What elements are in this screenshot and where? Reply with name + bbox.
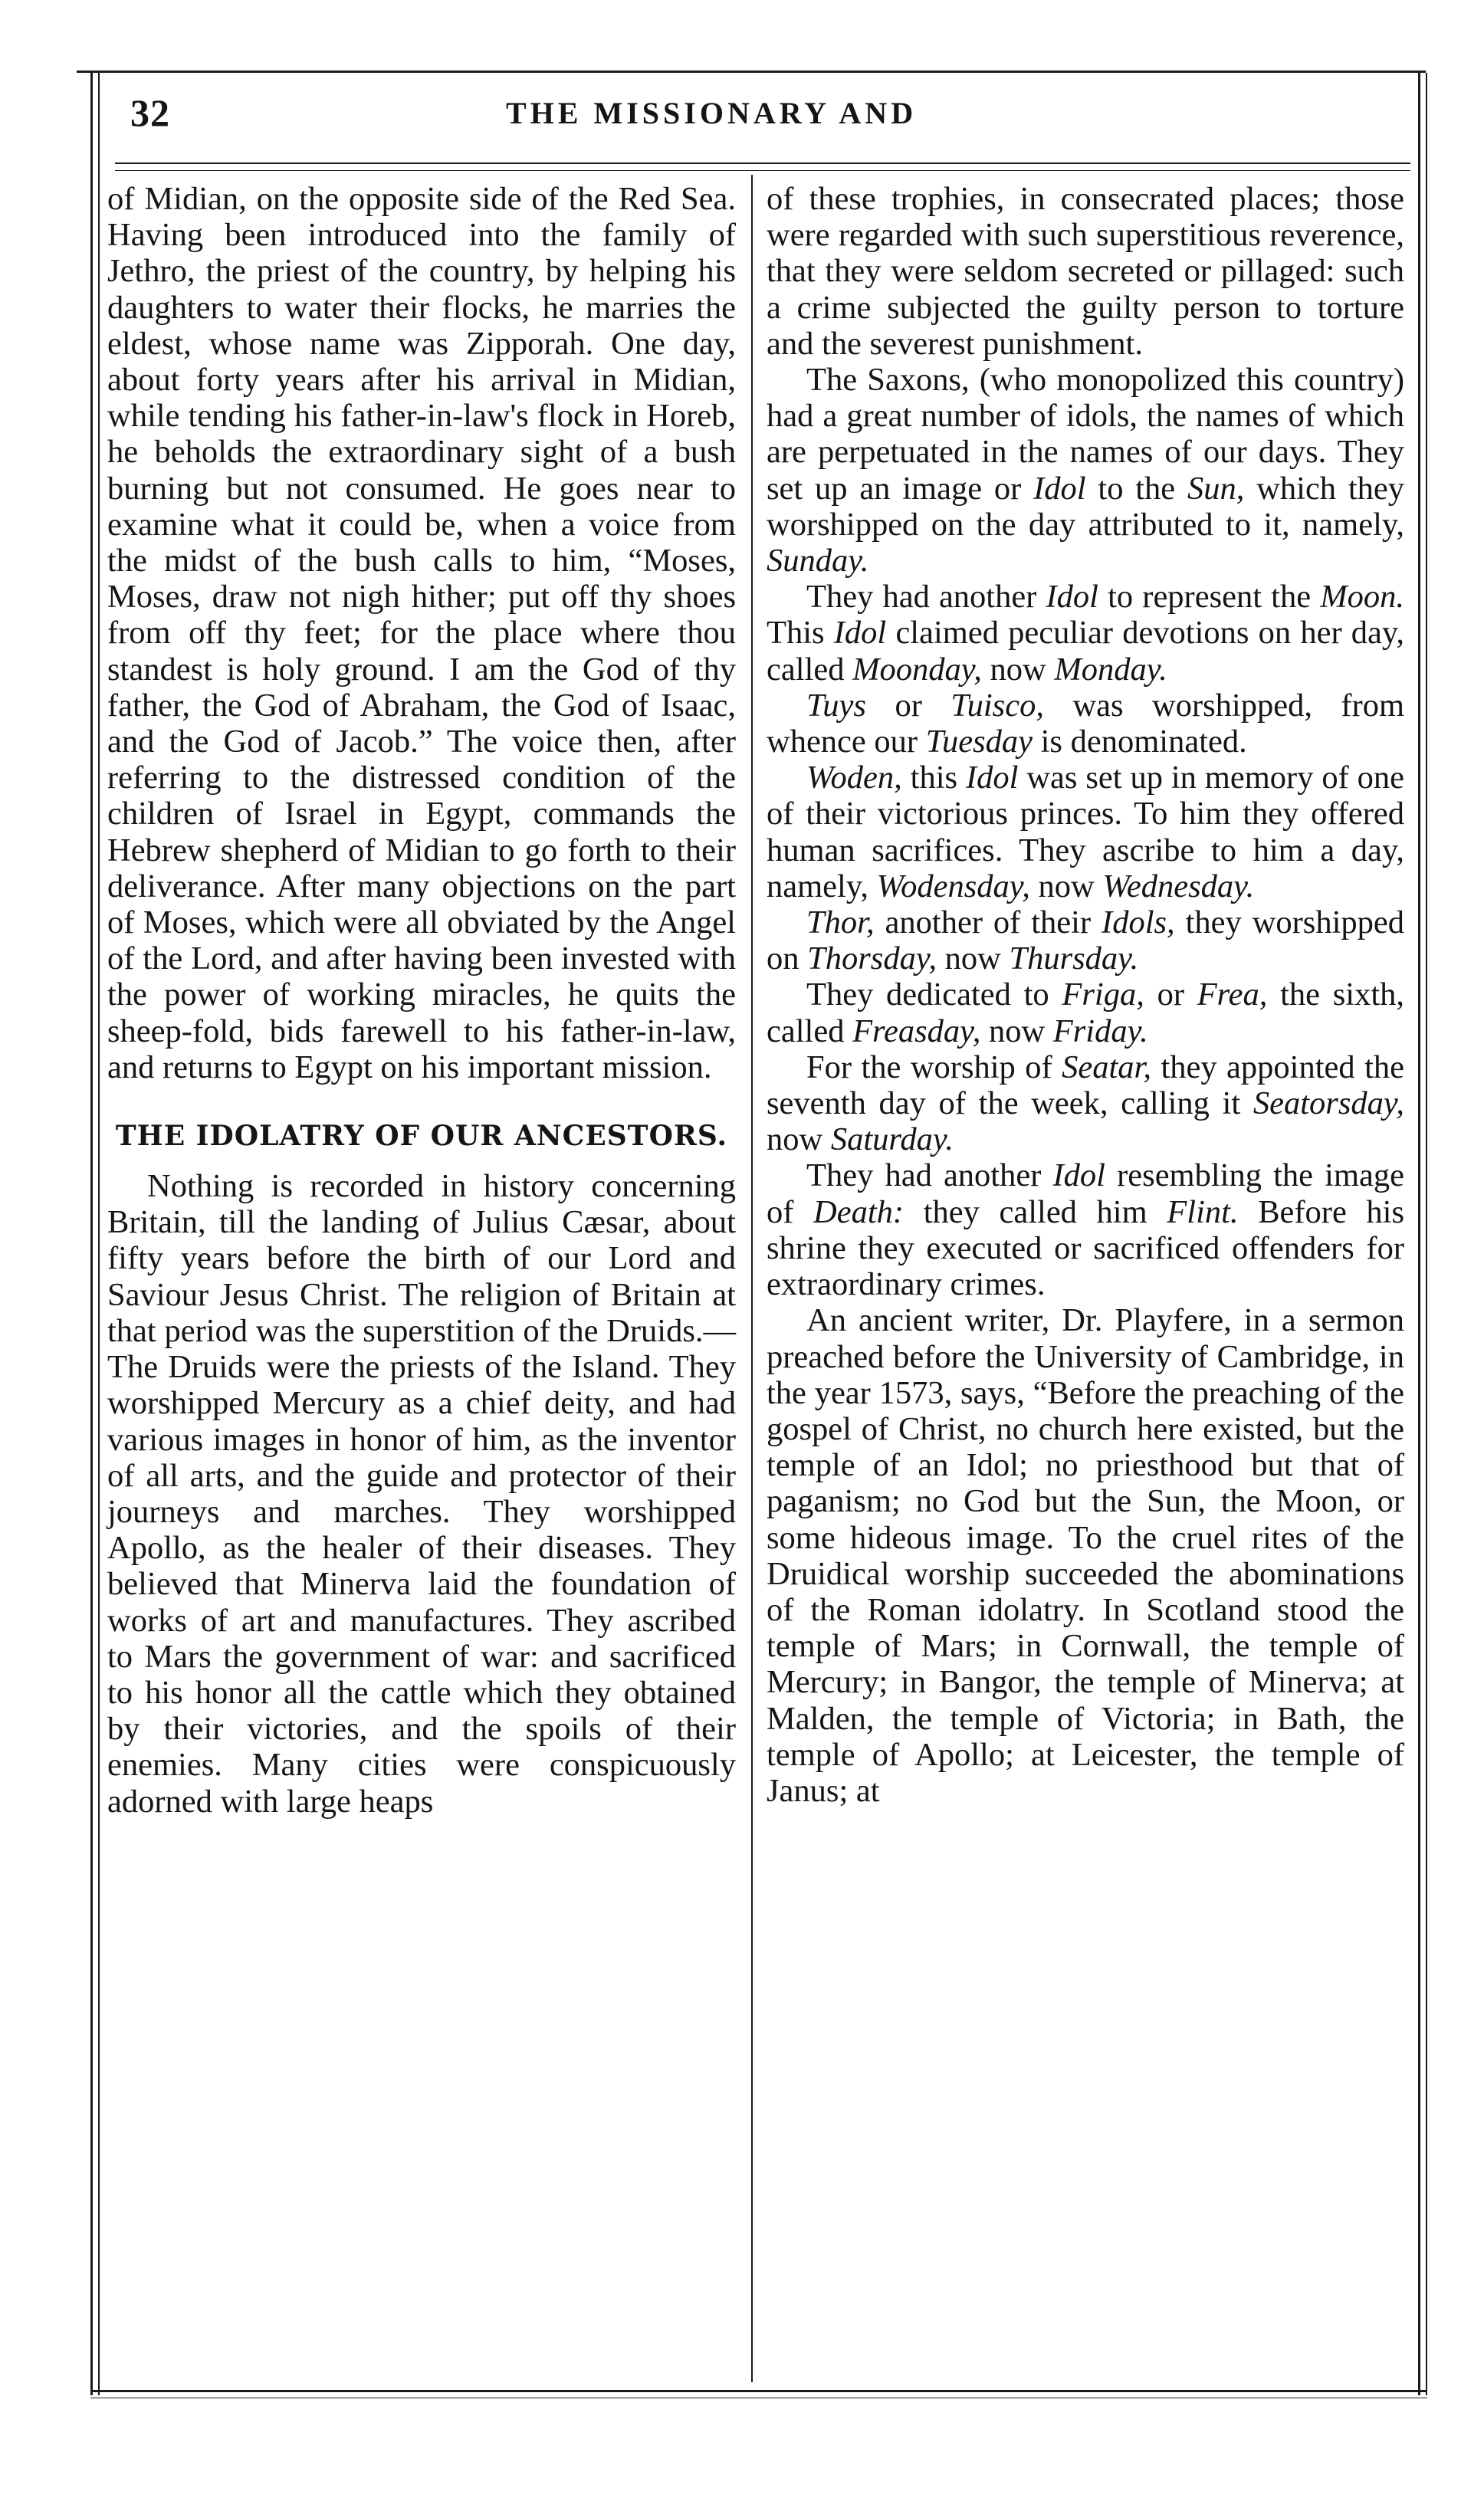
italic-term: Saturday.	[830, 1121, 954, 1158]
text-run: they worshipped on	[767, 904, 1405, 977]
right-column	[767, 181, 1404, 1809]
italic-term: Tuesday	[925, 724, 1033, 760]
italic-term: Frea,	[1197, 977, 1268, 1013]
italic-term: Idol	[1033, 470, 1086, 507]
italic-term: Friga,	[1062, 977, 1144, 1013]
text-run: or	[1157, 977, 1184, 1013]
right-paragraph-10: An ancient writer, Dr. Playfere, in a sermon preached before the University of Cambridge, in the year 1573, says, “Before the preaching of the gospel of Christ, no church here existed, but the temple of an Idol; no priesthood but that of paganism; no God but the Sun, the Moon, or some hideous image. To the cruel rites of the Druidical worship succeeded the abominations of the Roman idolatry. In Scotland stood the temple of Mars; in Cornwall, the temple of Mercury; in Bangor, the temple of Minerva; at Malden, the temple of Victoria; in Bath, the temple of Apollo; at Leicester, the temple of Janus; at	[767, 1302, 1404, 1809]
text-run: now	[767, 1121, 823, 1158]
italic-term: Death:	[813, 1193, 905, 1230]
text-run: this	[910, 760, 958, 796]
page-header	[130, 90, 1395, 152]
right-paragraph-1: of these trophies, in consecrated places; those were regarded with such superstitious reverence, that they were seldom secreted or pillaged: such a crime subjected the guilty person to torture and the severest punishment.	[767, 181, 1404, 362]
text-run: they appointed the seventh day of the week, calling it	[767, 1049, 1405, 1122]
italic-term: Idols,	[1102, 904, 1175, 941]
right-paragraph-2	[767, 362, 1404, 579]
italic-term: Sun,	[1187, 470, 1245, 507]
bottom-rule	[90, 2390, 1427, 2392]
text-run: claimed peculiar devotions on her day, called	[767, 615, 1405, 688]
text-run: now	[988, 1013, 1046, 1049]
header-rule-thin	[115, 170, 1410, 171]
italic-term: Idol	[1046, 579, 1098, 615]
text-run: This	[767, 615, 825, 652]
italic-term: Friday.	[1052, 1013, 1148, 1049]
right-paragraph-8	[767, 1049, 1404, 1158]
italic-term: Idol	[833, 615, 887, 652]
italic-term: Wodensday,	[876, 868, 1030, 904]
italic-term: Moon.	[1320, 579, 1404, 615]
left-paragraph-2: Nothing is recorded in history concerning Britain, till the landing of Julius Cæsar, about fifty years before the birth of our Lord and Saviour Jesus Christ. The religion of Britain at that period was the superstition of the Druids.—The Druids were the priests of the Island. They worshipped Mercury as a chief deity, and had various images in honor of him, as the inventor of all arts, and the guide and protector of their journeys and marches. They worshipped Apollo, as the healer of their diseases. They believed that Minerva laid the foundation of works of art and manufactures. They ascribed to Mars the government of war: and sacrificed to his honor all the cattle which they obtained by their victories, and the spoils of their enemies. Many cities were conspicuously adorned with large heaps	[107, 1168, 736, 1820]
text-run: now	[990, 651, 1046, 688]
text-run: is denominated.	[1040, 724, 1247, 760]
left-paragraph-1: of Midian, on the opposite side of the Red Sea. Having been introduced into the family of Jethro, the priest of the country, by helping his daughters to water their flocks, he marries the eldest, whose name was Zipporah. One day, about forty years after his arrival in Midian, while tending his father-in-law's flock in Horeb, he beholds the extraordinary sight of a bush burning but not consumed. He goes near to examine what it could be, when a voice from the midst of the bush calls to him, “Moses, Moses, draw not nigh hither; put off thy shoes from off thy feet; for the place where thou standest is holy ground. I am the God of thy father, the God of Abraham, the God of Isaac, and the God of Jacob.” The voice then, after referring to the distressed condition of the children of Israel in Egypt, commands the Hebrew shepherd of Midian to go forth to their deliverance. After many objections on the part of Moses, which were all obviated by the Angel of the Lord, and after having been invested with the power of working miracles, he quits the sheep-fold, bids farewell to his father-in-law, and returns to Egypt on his important mission.	[107, 181, 736, 1085]
page-number: 32	[130, 91, 170, 134]
text-run: now	[1038, 868, 1095, 904]
italic-term: Idol	[1052, 1157, 1105, 1194]
right-border-rule	[1418, 73, 1420, 2395]
left-border-rule	[90, 73, 93, 2395]
text-run: resembling the image of	[767, 1157, 1405, 1230]
italic-term: Tuys	[806, 687, 866, 724]
italic-term: Idol	[965, 760, 1019, 796]
text-run: For the worship of	[806, 1049, 1052, 1085]
italic-term: Moonday,	[852, 651, 982, 688]
text-run: to represent the	[1108, 579, 1312, 615]
italic-term: Thorsday,	[807, 940, 937, 977]
text-run: Before his shrine they executed or sacrificed offenders for extraordinary crimes.	[767, 1193, 1405, 1303]
left-border-rule-inner	[98, 73, 100, 2395]
text-run: was worshipped, from whence our	[767, 687, 1405, 760]
italic-term: Freasday,	[852, 1013, 981, 1049]
right-paragraph-9	[767, 1157, 1404, 1302]
right-paragraph-4	[767, 688, 1404, 760]
top-rule	[77, 71, 1426, 73]
text-run: They had another	[806, 579, 1037, 615]
italic-term: Wednesday.	[1102, 868, 1255, 904]
text-run: now	[944, 940, 1001, 977]
right-paragraph-6	[767, 904, 1404, 977]
text-run: was set up in memory of one of their victorious princes. To him they offered human sacrifices. They ascribe to him a day, namely,	[767, 760, 1405, 904]
italic-term: Monday.	[1054, 651, 1167, 688]
text-run: They dedicated to	[806, 977, 1049, 1013]
italic-term: Seatar,	[1062, 1049, 1151, 1085]
left-column	[107, 181, 736, 1820]
text-run: The Saxons, (who monopolized this country) had a great number of idols, the names of which are perpetuated in the names of our days. They set up an image or	[767, 362, 1404, 507]
text-run: another of their	[885, 904, 1092, 941]
italic-term: Flint.	[1167, 1193, 1239, 1230]
right-paragraph-5	[767, 760, 1404, 904]
text-run: They had another	[806, 1157, 1042, 1194]
text-run: the sixth, called	[767, 977, 1405, 1049]
right-border-rule-inner	[1426, 73, 1427, 2395]
text-run: or	[895, 687, 922, 724]
right-paragraph-3	[767, 579, 1404, 688]
text-run: to the	[1098, 470, 1176, 507]
header-rule	[115, 162, 1410, 164]
section-heading: THE IDOLATRY OF OUR ANCESTORS.	[115, 1120, 728, 1153]
italic-term: Thor,	[806, 904, 875, 941]
right-paragraph-7	[767, 977, 1404, 1049]
italic-term: Thursday.	[1009, 940, 1139, 977]
italic-term: Sunday.	[767, 543, 869, 579]
column-divider	[751, 175, 753, 2382]
text-run: they called him	[923, 1193, 1147, 1230]
running-title: THE MISSIONARY AND	[506, 96, 918, 130]
text-run: which they worshipped on the day attributed to it, namely,	[767, 470, 1405, 543]
italic-term: Tuisco,	[950, 687, 1044, 724]
italic-term: Seatorsday,	[1253, 1085, 1405, 1122]
italic-term: Woden,	[806, 760, 902, 796]
